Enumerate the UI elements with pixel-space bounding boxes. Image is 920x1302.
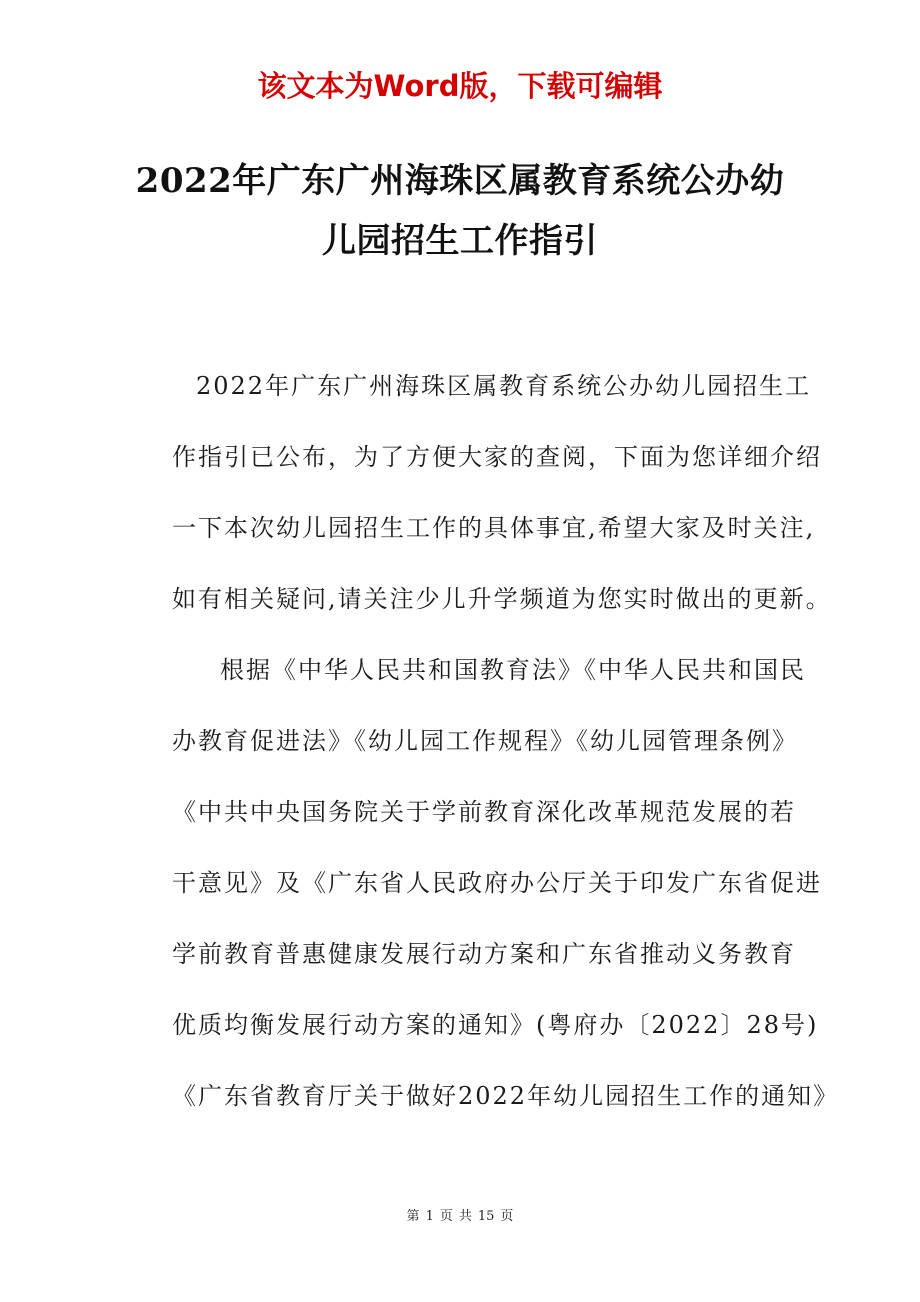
footer-suffix: 页 <box>500 1209 514 1224</box>
document-title-line-1: 2022年广东广州海珠区属教育系统公办幼 <box>135 161 785 201</box>
paragraph-1-line-3: 一下本次幼儿园招生工作的具体事宜,希望大家及时关注, <box>172 514 816 542</box>
paragraph-2-line-7: 《广东省教育厅关于做好2022年幼儿园招生工作的通知》 <box>172 1082 840 1110</box>
paragraph-1-line-1: 2022年广东广州海珠区属教育系统公办幼儿园招生工 <box>196 372 812 400</box>
footer-total-pages: 15 <box>477 1209 495 1224</box>
editable-notice-banner: 该文本为Word版，下载可编辑 <box>257 69 663 103</box>
paragraph-2-line-6: 优质均衡发展行动方案的通知》(粤府办〔2022〕28号) <box>172 1011 819 1039</box>
footer-page-word: 页 <box>439 1209 453 1224</box>
paragraph-2-line-4: 干意见》及《广东省人民政府办公厅关于印发广东省促进 <box>172 869 822 897</box>
paragraph-2-line-1: 根据《中华人民共和国教育法》《中华人民共和国民 <box>220 656 806 684</box>
paragraph-2-line-2: 办教育促进法》《幼儿园工作规程》《幼儿园管理条例》 <box>172 727 798 755</box>
page-footer <box>0 1208 920 1226</box>
footer-prefix: 第 <box>406 1209 420 1224</box>
document-title-line-2: 儿园招生工作指引 <box>322 221 598 261</box>
paragraph-2-line-5: 学前教育普惠健康发展行动方案和广东省推动义务教育 <box>172 940 796 968</box>
paragraph-2-line-3: 《中共中央国务院关于学前教育深化改革规范发展的若 <box>172 798 796 826</box>
paragraph-1-line-2: 作指引已公布，为了方便大家的查阅，下面为您详细介绍 <box>172 443 822 471</box>
footer-current-page: 1 <box>425 1209 434 1224</box>
paragraph-1-line-4: 如有相关疑问,请关注少儿升学频道为您实时做出的更新。 <box>172 585 832 613</box>
footer-total-prefix: 共 <box>458 1209 472 1224</box>
